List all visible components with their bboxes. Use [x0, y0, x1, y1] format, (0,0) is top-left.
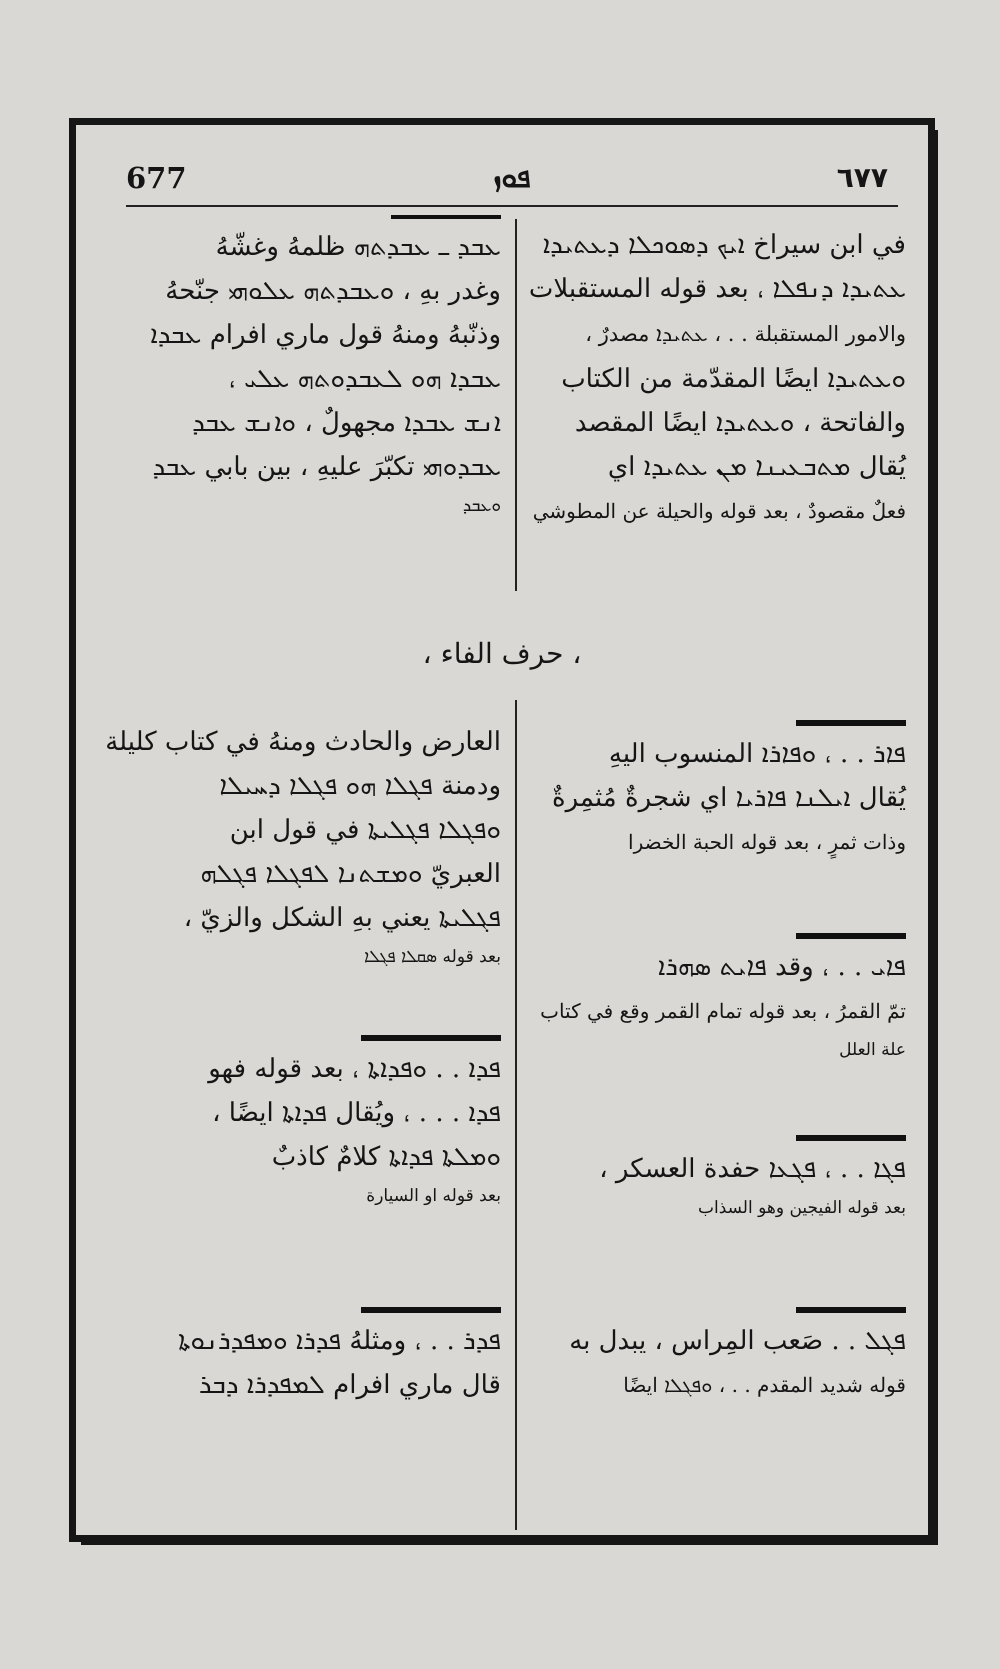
text-line: ܥܒܕ ـ ܥܒܕܬܗ ظلمهُ وغشّهُ: [215, 232, 501, 262]
text-line: بعد قوله او السيارة: [366, 1186, 501, 1206]
running-head: ܦܘܙ: [493, 161, 531, 194]
text-line: في ابن سيراخ ܐܝܟ ܕܣܘܟܠܐ ܕܥܬܝܕܐ: [542, 230, 906, 260]
bottom-left-column: [96, 720, 501, 1400]
text-line: يُقال ܡܬܒܥܝܢܐ ܡܢ ܥܬܝܕܐ اي: [607, 452, 906, 482]
text-line: العبريّ ܘܡܫܬܢܐ ܠܦܓܠܐ ܦܓܠܗ: [200, 859, 501, 889]
section-title: ، حرف الفاء ،: [422, 637, 582, 670]
text-line: ܥܒܕܘܗܝ تكبّرَ عليهِ ، بين بابي ܥܒܕ: [152, 452, 501, 482]
dictionary-entry: [526, 720, 906, 864]
folio-number-latin: 677: [126, 161, 187, 195]
text-line: ܦܓܐ . . ، ܦܓܥܐ حفدة العسكر ،: [599, 1154, 906, 1184]
text-line: ܦܓܠ . . صَعب المِراس ، يبدل به: [569, 1326, 906, 1356]
entry-rule: [796, 933, 906, 939]
text-line: وغدر بهِ ، ܘܥܒܕܬܗ ܥܠܘܗܝ جنّحهُ: [165, 276, 501, 306]
text-line: ܦܕܐ . . ܘܦܕܐܬܐ ، بعد قوله فهو: [208, 1054, 501, 1084]
top-column-divider: [515, 219, 517, 591]
dictionary-entry: [526, 1135, 906, 1225]
text-line: تمّ القمرُ ، بعد قوله تمام القمر وقع في كتاب: [540, 999, 906, 1023]
text-line: فعلٌ مقصودٌ ، بعد قوله والحيلة عن المطوشي: [532, 499, 906, 523]
text-line: ܘܦܓܠܐ ܦܓܠܝܬܐ في قول ابن: [229, 815, 501, 845]
text-line: وذات ثمرٍ ، بعد قوله الحبة الخضرا: [628, 830, 906, 854]
text-line: والفاتحة ، ܘܥܬܝܕܐ ايضًا المقصد: [574, 408, 906, 438]
entry-rule: [391, 215, 501, 219]
dictionary-entry: [526, 1307, 906, 1407]
text-line: والامور المستقبلة . . ، ܥܬܝܕܐ مصدرٌ ،: [585, 322, 906, 346]
text-line: ܦܕܪ . . ، ومثلهُ ܦܕܪܐ ܘܡܦܕܪܢܘܬܐ: [178, 1326, 501, 1356]
entry-rule: [361, 1035, 501, 1041]
entry-rule: [796, 720, 906, 726]
text-line: بعد قوله الفيجين وهو السذاب: [697, 1198, 906, 1218]
text-line: العارض والحادث ومنهُ في كتاب كليلة: [105, 727, 501, 757]
text-line: ܥܬܝܕܐ ܕܢܦܠܐ ، بعد قوله المستقبلات: [528, 274, 906, 304]
text-line: وذنّبهُ ومنهُ قول ماري افرام ܥܒܕܐ: [150, 320, 501, 350]
text-line: يُقال ܐܝܠܢܐ ܦܐܪܝܐ اي شجرةٌ مُثمِرةٌ: [551, 783, 906, 813]
entry-rule: [796, 1307, 906, 1313]
text-line: بعد قوله ܣܩܠܐ ܦܓܠܐ: [364, 947, 501, 967]
page-header: [126, 161, 898, 207]
text-line: ܘܥܬܝܕܐ ايضًا المقدّمة من الكتاب: [561, 364, 906, 394]
text-line: ܦܕܐ . . . ، ويُقال ܦܕܐܬܐ ايضًا ،: [212, 1098, 501, 1128]
text-line: ܥܒܕܐ ܗܘ ܠܥܒܕܘܬܗ ܥܠܝ ،: [228, 364, 501, 394]
entry-rule: [796, 1135, 906, 1141]
text-line: علة العلل: [839, 1040, 906, 1060]
bottom-column-divider: [515, 700, 517, 1530]
text-line: ܦܓܠܝܬܐ يعني بهِ الشكل والزيّ ،: [183, 903, 501, 933]
text-line: ودمنة ܦܓܠܐ ܗܘ ܦܓܠܐ ܕܚܝܠܐ: [219, 771, 501, 801]
text-line: ܦܐܝ . . ، وقد ܦܐܝܬ ܣܗܪܐ: [657, 952, 906, 982]
text-line: قوله شديد المقدم . . ، ܘܦܓܠܐ ايضًا: [623, 1373, 906, 1397]
entry-rule: [361, 1307, 501, 1313]
page-frame: [69, 118, 935, 1542]
text-line: ܘܡܠܬܐ ܦܕܐܬܐ كلامٌ كاذبٌ: [271, 1142, 501, 1172]
text-line: ܦܐܪ . . ، ܘܦܐܪܐ المنسوب اليهِ: [608, 739, 906, 769]
top-right-column: [526, 223, 906, 533]
text-line: ܘܥܒܕ: [462, 496, 501, 516]
dictionary-entry: [96, 1035, 501, 1213]
text-line: ܐܢܫ ܥܒܕܐ مجهولٌ ، ܘܐܢܫ ܥܒܕ: [192, 408, 501, 438]
dictionary-entry: [526, 933, 906, 1067]
top-left-column: [96, 215, 501, 523]
dictionary-entry: [96, 1307, 501, 1407]
text-line: قال ماري افرام ܠܡܦܕܪܐ ܕܒܪ: [198, 1370, 501, 1400]
folio-number-arabic: ٦٧٧: [836, 161, 888, 194]
